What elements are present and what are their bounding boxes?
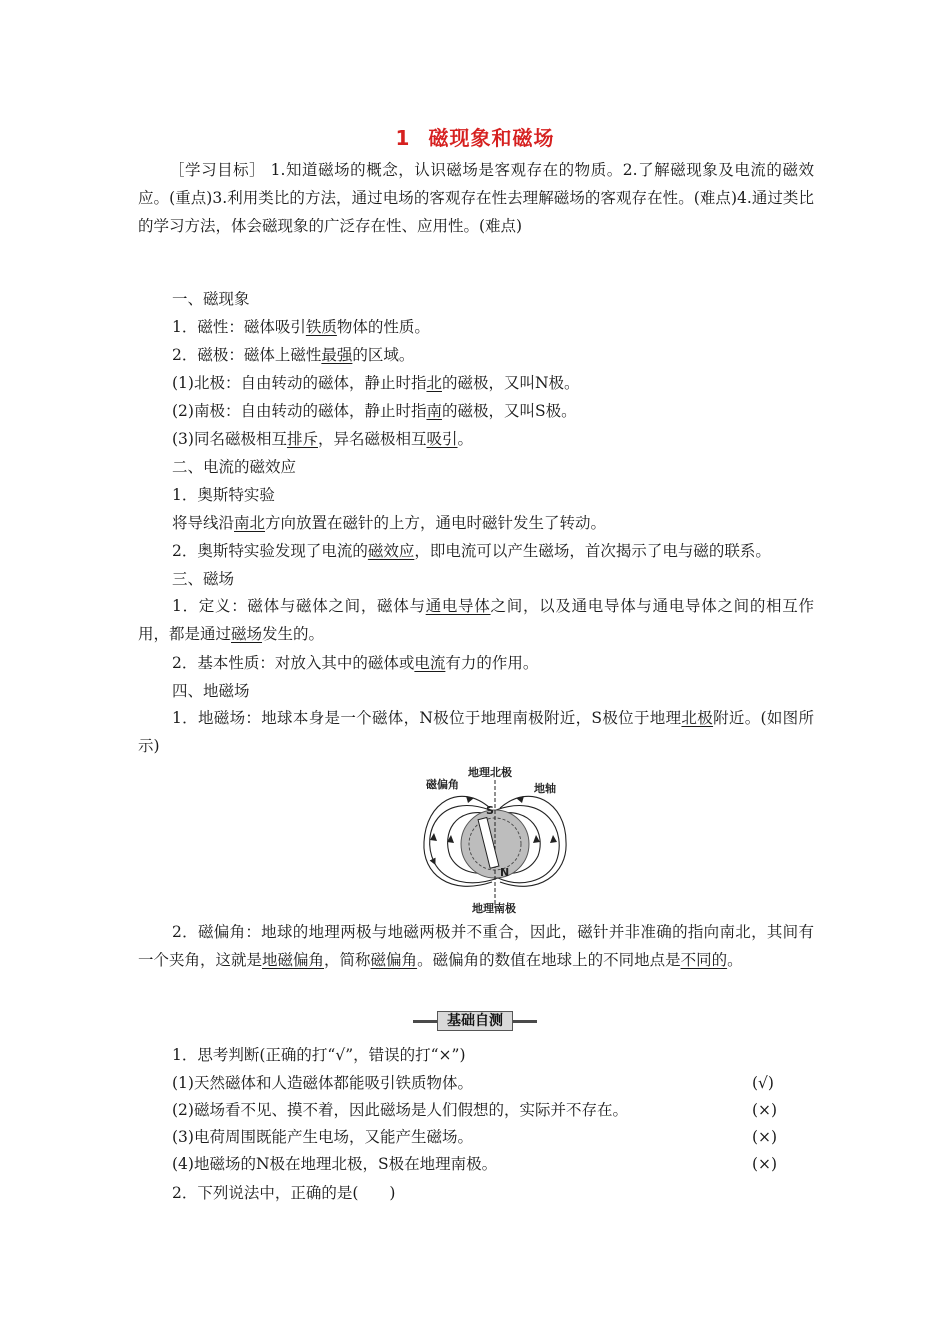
item-field-definition: 1．定义：磁体与磁体之间，磁体与通电导体之间，以及通电导体与通电导体之间的相互作用，都是通过磁场发生的。 <box>138 597 814 643</box>
item-magnetic-pole: 2．磁极：磁体上磁性最强的区域。 <box>172 346 415 364</box>
geographic-south-label: 地理南极 <box>472 902 516 914</box>
blank-answer: 北极 <box>681 709 714 727</box>
judgement-answer: (√) <box>752 1074 774 1092</box>
question-1-prompt: 1．思考判断(正确的打“√”，错误的打“×”) <box>172 1046 466 1064</box>
blank-answer: 磁效应 <box>367 542 415 560</box>
judgement-item: (4)地磁场的N极在地理北极，S极在地理南极。 <box>172 1155 498 1173</box>
item-oersted-setup: 将导线沿南北方向放置在磁针的上方，通电时磁针发生了转动。 <box>172 514 607 532</box>
item-magnetism: 1．磁性：磁体吸引铁质物体的性质。 <box>172 318 430 336</box>
blank-answer: 地磁偏角 <box>262 951 325 969</box>
blank-answer: 铁质 <box>305 318 337 336</box>
blank-answer: 吸引 <box>426 430 458 448</box>
earth-magnetic-field-figure <box>420 762 570 914</box>
section-heading-current-magnetic-effect: 二、电流的磁效应 <box>172 458 297 476</box>
blank-answer: 北 <box>426 374 442 392</box>
self-test-title: 基础自测 <box>437 1011 513 1031</box>
judgement-answer: (×) <box>752 1128 778 1146</box>
earth-axis-label: 地轴 <box>534 782 556 795</box>
judgement-item: (1)天然磁体和人造磁体都能吸引铁质物体。 <box>172 1074 473 1092</box>
item-magnetic-declination: 2．磁偏角：地球的地理两极与地磁两极并不重合，因此，磁针并非准确的指向南北，其间有一个夹角，这就是地磁偏角，简称磁偏角。磁偏角的数值在地球上的不同地点是不同的。 <box>138 923 814 969</box>
page-title <box>0 122 950 151</box>
item-geomagnetic-field: 1．地磁场：地球本身是一个磁体，N极位于地理南极附近，S极位于地理北极附近。(如图所示) <box>138 709 814 755</box>
blank-answer: 不同的 <box>680 951 728 969</box>
item-field-property: 2．基本性质：对放入其中的磁体或电流有力的作用。 <box>172 654 539 672</box>
item-north-pole: (1)北极：自由转动的磁体，静止时指北的磁极，又叫N极。 <box>172 374 580 392</box>
title-text: 磁现象和磁场 <box>428 126 555 150</box>
blank-answer: 最强 <box>321 346 353 364</box>
geographic-north-label: 地理北极 <box>468 766 512 779</box>
blank-answer: 磁场 <box>231 625 263 643</box>
question-2-prompt: 2．下列说法中，正确的是( ) <box>172 1184 396 1202</box>
self-test-banner <box>413 1011 537 1031</box>
item-south-pole: (2)南极：自由转动的磁体，静止时指南的磁极，又叫S极。 <box>172 402 577 420</box>
blank-answer: 磁偏角 <box>370 951 418 969</box>
blank-answer: 排斥 <box>286 430 318 448</box>
blank-answer: 电流 <box>414 654 446 672</box>
judgement-answer: (×) <box>752 1101 778 1119</box>
judgement-item: (2)磁场看不见、摸不着，因此磁场是人们假想的，实际并不存在。 <box>172 1101 628 1119</box>
title-number: 1 <box>395 126 411 150</box>
judgement-item: (3)电荷周围既能产生电场，又能产生磁场。 <box>172 1128 473 1146</box>
item-pole-interaction: (3)同名磁极相互排斥，异名磁极相互吸引。 <box>172 430 474 448</box>
blank-answer: 南北 <box>234 514 266 532</box>
declination-label: 磁偏角 <box>426 778 459 791</box>
item-oersted-experiment: 1．奥斯特实验 <box>172 486 275 504</box>
s-pole-label: S <box>486 804 494 817</box>
section-heading-geomagnetic-field: 四、地磁场 <box>172 682 250 700</box>
blank-answer: 通电导体 <box>425 597 491 615</box>
section-heading-magnetic-field: 三、磁场 <box>172 570 235 588</box>
item-oersted-discovery: 2．奥斯特实验发现了电流的磁效应，即电流可以产生磁场，首次揭示了电与磁的联系。 <box>172 542 771 560</box>
n-pole-label: N <box>500 866 510 879</box>
judgement-answer: (×) <box>752 1155 778 1173</box>
section-heading-magnetic-phenomena: 一、磁现象 <box>172 290 250 308</box>
learning-objectives: ［学习目标］ 1.知道磁场的概念，认识磁场是客观存在的物质。2.了解磁现象及电流的磁效应。(重点)3.利用类比的方法，通过电场的客观存在性去理解磁场的客观存在性。(难点)4.通过类比的学习方法，体会磁现象的广泛存在性、应用性。(难点) <box>138 161 814 235</box>
blank-answer: 南 <box>426 402 442 420</box>
